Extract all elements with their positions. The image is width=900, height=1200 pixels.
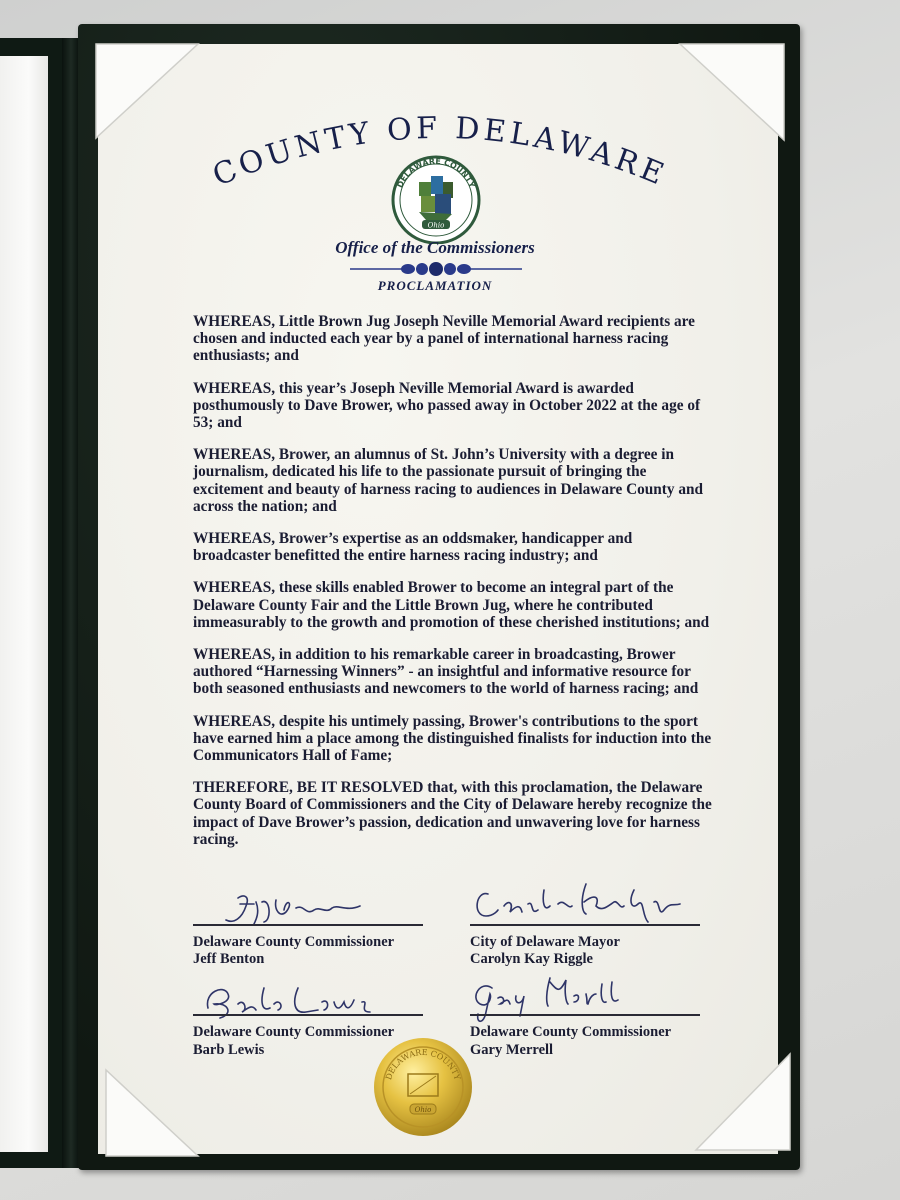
signer-title: City of Delaware Mayor	[470, 934, 620, 950]
gold-county-seal	[372, 1036, 474, 1138]
svg-text:Ohio: Ohio	[427, 221, 445, 230]
whereas-paragraph: WHEREAS, in addition to his remarkable career in broadcasting, Brower authored “Harnessing Winners” - an insightful and informative resource for both seasoned enthusiasts and newcomers to the world of harness racing; and	[193, 646, 699, 698]
signer-name: Carolyn Kay Riggle	[470, 951, 593, 967]
handwritten-signature	[462, 972, 632, 1028]
signature-line	[470, 924, 700, 926]
signature-line	[193, 1014, 423, 1016]
proclamation-body	[193, 313, 713, 863]
whereas-paragraph: WHEREAS, despite his untimely passing, Brower's contributions to the sport have earned him a place among the distinguished finalists for induction into the Communicators Hall of Fame;	[193, 712, 712, 765]
corner-tab-bottom-left	[102, 1050, 222, 1170]
signature-line	[193, 924, 423, 926]
whereas-paragraph: WHEREAS, Little Brown Jug Joseph Neville Memorial Award recipients are chosen and inducted each year by a panel of international harness racing enthusiasts; and	[193, 313, 695, 365]
svg-text:DELAWARE COUNTY: DELAWARE COUNTY	[384, 1047, 462, 1081]
svg-text:Ohio: Ohio	[414, 1106, 432, 1114]
svg-text:COUNTY OF DELAWARE: COUNTY OF DELAWARE	[207, 110, 673, 194]
signer-name: Gary Merrell	[470, 1042, 554, 1058]
county-logo-emblem	[386, 152, 486, 244]
folder-left-page	[0, 56, 48, 1152]
whereas-paragraph: WHEREAS, Brower, an alumnus of St. John’s University with a degree in journalism, dedicated his life to the passionate pursuit of bringing the excitement and beauty of harness racing to audiences in Delaware County and across the nation; and	[193, 446, 704, 515]
signer-name: Barb Lewis	[193, 1042, 265, 1058]
office-heading: Office of the Commissioners	[335, 238, 535, 257]
signer-title: Delaware County Commissioner	[193, 1024, 395, 1040]
resolved-paragraph: THEREFORE, BE IT RESOLVED that, with this proclamation, the Delaware County Board of Commissioners and the City of Delaware hereby recognize the impact of Dave Brower’s passion, dedication and unwavering love for harness racing.	[193, 779, 712, 848]
signer-name: Jeff Benton	[193, 951, 265, 967]
whereas-paragraph: WHEREAS, these skills enabled Brower to become an integral part of the Delaware County Fair and the Little Brown Jug, where he contributed immeasurably to the growth and promotion of these cherished institutions; and	[193, 579, 710, 631]
signature-line	[470, 1014, 700, 1016]
svg-text:DELAWARE COUNTY: DELAWARE COUNTY	[395, 156, 477, 190]
corner-tab-bottom-right	[676, 1046, 796, 1166]
whereas-paragraph: WHEREAS, this year’s Joseph Neville Memorial Award is awarded posthumously to Dave Brower, who passed away in October 2022 at the age of 53; and	[193, 379, 701, 432]
signer-title: Delaware County Commissioner	[470, 1024, 672, 1040]
document-type: PROCLAMATION	[377, 278, 493, 293]
signer-title: Delaware County Commissioner	[193, 934, 395, 950]
whereas-paragraph: WHEREAS, Brower’s expertise as an oddsmaker, handicapper and broadcaster benefitted the entire harness racing industry; and	[193, 530, 633, 565]
decorative-flourish	[346, 258, 526, 280]
